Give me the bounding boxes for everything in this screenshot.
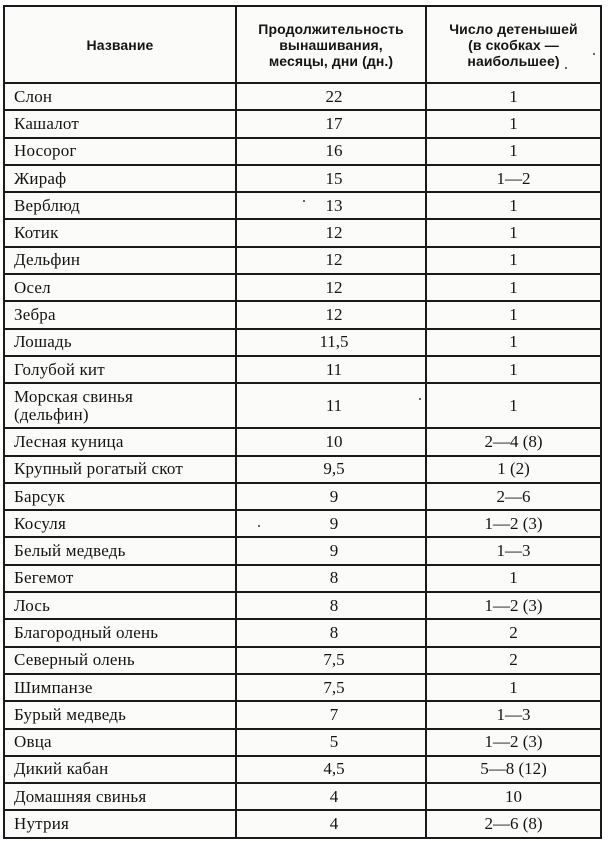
header-name: [4, 6, 236, 83]
table-row: [4, 110, 601, 137]
cell-gestation: 12: [236, 247, 426, 274]
animal-name-line: Жираф: [14, 168, 67, 188]
scan-speck: [303, 200, 305, 202]
cell-gestation: 9: [236, 483, 426, 510]
table-row: [4, 701, 601, 728]
animal-name-line: Носорог: [14, 141, 77, 161]
table-header: [4, 6, 601, 83]
scan-speck: [565, 67, 567, 69]
animal-name-line: Котик: [14, 223, 59, 243]
cell-gestation: 8: [236, 565, 426, 592]
cell-gestation: 13: [236, 192, 426, 219]
header-young-line: Число детенышей: [449, 20, 578, 37]
scan-speck: [593, 53, 595, 55]
table-row: [4, 274, 601, 301]
cell-gestation: 16: [236, 138, 426, 165]
cell-animal-name: [4, 483, 236, 510]
cell-young-count: 1—2: [426, 165, 601, 192]
animal-name-line: Бегемот: [14, 568, 74, 588]
table-row: [4, 729, 601, 756]
animal-name-line: Шимпанзе: [14, 677, 93, 697]
cell-animal-name: [4, 356, 236, 383]
table-row: [4, 356, 601, 383]
cell-young-count: 1: [426, 329, 601, 356]
table-row: [4, 456, 601, 483]
cell-gestation: 12: [236, 274, 426, 301]
gestation-table: [3, 5, 602, 839]
header-young-line: (в скобках —: [468, 36, 559, 53]
cell-young-count: 1—3: [426, 701, 601, 728]
cell-gestation: 5: [236, 729, 426, 756]
table-row: [4, 483, 601, 510]
animal-name-line: Крупный рогатый скот: [14, 459, 184, 479]
header-name-text: Название: [86, 36, 154, 53]
cell-young-count: 1: [426, 383, 601, 428]
header-gestation: [236, 6, 426, 83]
cell-animal-name: [4, 701, 236, 728]
cell-animal-name: [4, 329, 236, 356]
cell-animal-name: [4, 165, 236, 192]
header-gestation-line: месяцы, дни (дн.): [268, 52, 394, 69]
cell-gestation: 4: [236, 810, 426, 837]
cell-young-count: 1: [426, 274, 601, 301]
cell-animal-name: [4, 428, 236, 455]
table-row: [4, 383, 601, 428]
cell-gestation: 9: [236, 510, 426, 537]
table-row: [4, 619, 601, 646]
cell-animal-name: [4, 219, 236, 246]
cell-gestation: 12: [236, 219, 426, 246]
cell-animal-name: [4, 383, 236, 428]
cell-gestation: 17: [236, 110, 426, 137]
animal-name-line: Кашалот: [14, 113, 80, 133]
cell-animal-name: [4, 592, 236, 619]
table-row: [4, 537, 601, 564]
table-body: [4, 83, 601, 838]
cell-young-count: 1: [426, 247, 601, 274]
cell-gestation: 11: [236, 383, 426, 428]
cell-young-count: 2: [426, 619, 601, 646]
cell-young-count: 2—4 (8): [426, 428, 601, 455]
cell-gestation: 12: [236, 301, 426, 328]
animal-name-line: Овца: [14, 732, 52, 752]
animal-name-line: Нутрия: [14, 814, 70, 834]
cell-young-count: 1: [426, 356, 601, 383]
cell-animal-name: [4, 247, 236, 274]
cell-young-count: 1—2 (3): [426, 592, 601, 619]
cell-gestation: 10: [236, 428, 426, 455]
cell-animal-name: [4, 619, 236, 646]
table-row: [4, 138, 601, 165]
cell-gestation: 22: [236, 83, 426, 110]
animal-name-line: Морская свинья: [14, 386, 133, 406]
cell-young-count: 1: [426, 110, 601, 137]
cell-gestation: 11: [236, 356, 426, 383]
cell-gestation: 9,5: [236, 456, 426, 483]
animal-name-line: Косуля: [14, 513, 66, 533]
animal-name-line: Домашняя свинья: [14, 786, 147, 806]
animal-name-line: Лось: [14, 595, 51, 615]
table-row: [4, 329, 601, 356]
cell-gestation: 9: [236, 537, 426, 564]
header-young: [426, 6, 601, 83]
header-row: [4, 6, 601, 83]
animal-name-line: Лесная куница: [14, 431, 124, 451]
table-row: [4, 674, 601, 701]
animal-name-line: Верблюд: [14, 195, 80, 215]
animal-name-line: Зебра: [14, 305, 56, 325]
cell-young-count: 10: [426, 783, 601, 810]
table-row: [4, 428, 601, 455]
animal-name-line: Голубой кит: [14, 359, 105, 379]
table-row: [4, 592, 601, 619]
cell-young-count: 1: [426, 301, 601, 328]
cell-gestation: 7,5: [236, 647, 426, 674]
table-row: [4, 83, 601, 110]
table-row: [4, 647, 601, 674]
cell-young-count: 1—3: [426, 537, 601, 564]
cell-animal-name: [4, 138, 236, 165]
cell-young-count: 1: [426, 192, 601, 219]
header-young-line: наибольшее): [467, 52, 560, 69]
animal-name-line: Барсук: [14, 486, 66, 506]
cell-animal-name: [4, 192, 236, 219]
cell-young-count: 2—6: [426, 483, 601, 510]
cell-animal-name: [4, 729, 236, 756]
table-row: [4, 756, 601, 783]
table-row: [4, 219, 601, 246]
cell-animal-name: [4, 110, 236, 137]
table-row: [4, 810, 601, 837]
table-row: [4, 301, 601, 328]
cell-young-count: 5—8 (12): [426, 756, 601, 783]
cell-gestation: 15: [236, 165, 426, 192]
cell-animal-name: [4, 756, 236, 783]
cell-animal-name: [4, 274, 236, 301]
cell-animal-name: [4, 456, 236, 483]
cell-young-count: 1 (2): [426, 456, 601, 483]
cell-gestation: 8: [236, 619, 426, 646]
scan-speck: [258, 525, 260, 527]
cell-young-count: 1: [426, 674, 601, 701]
animal-name-line: Лошадь: [14, 332, 72, 352]
cell-young-count: 1: [426, 219, 601, 246]
cell-gestation: 7: [236, 701, 426, 728]
animal-name-line: Дикий кабан: [14, 759, 109, 779]
cell-animal-name: [4, 647, 236, 674]
header-gestation-line: вынашивания,: [279, 36, 383, 53]
cell-young-count: 1—2 (3): [426, 510, 601, 537]
animal-name-line: Дельфин: [14, 250, 81, 270]
cell-young-count: 1: [426, 565, 601, 592]
header-gestation-line: Продолжительность: [258, 20, 404, 37]
cell-gestation: 8: [236, 592, 426, 619]
cell-animal-name: [4, 783, 236, 810]
cell-gestation: 7,5: [236, 674, 426, 701]
cell-animal-name: [4, 83, 236, 110]
table-row: [4, 565, 601, 592]
animal-name-line: (дельфин): [14, 404, 89, 424]
cell-young-count: 1: [426, 83, 601, 110]
table-row: [4, 247, 601, 274]
cell-animal-name: [4, 537, 236, 564]
animal-name-line: Слон: [14, 86, 53, 106]
scanned-page: [3, 5, 600, 838]
cell-animal-name: [4, 810, 236, 837]
cell-gestation: 11,5: [236, 329, 426, 356]
cell-young-count: 2—6 (8): [426, 810, 601, 837]
cell-gestation: 4: [236, 783, 426, 810]
cell-animal-name: [4, 674, 236, 701]
table-row: [4, 783, 601, 810]
cell-gestation: 4,5: [236, 756, 426, 783]
animal-name-line: Благородный олень: [14, 622, 159, 642]
cell-animal-name: [4, 510, 236, 537]
table-row: [4, 192, 601, 219]
animal-name-line: Бурый медведь: [14, 704, 127, 724]
cell-animal-name: [4, 301, 236, 328]
animal-name-line: Белый медведь: [14, 541, 126, 561]
table-row: [4, 510, 601, 537]
animal-name-line: Северный олень: [14, 650, 135, 670]
cell-young-count: 1: [426, 138, 601, 165]
cell-young-count: 1—2 (3): [426, 729, 601, 756]
cell-animal-name: [4, 565, 236, 592]
table-row: [4, 165, 601, 192]
animal-name-line: Осел: [14, 277, 51, 297]
cell-young-count: 2: [426, 647, 601, 674]
scan-speck: [419, 398, 421, 400]
